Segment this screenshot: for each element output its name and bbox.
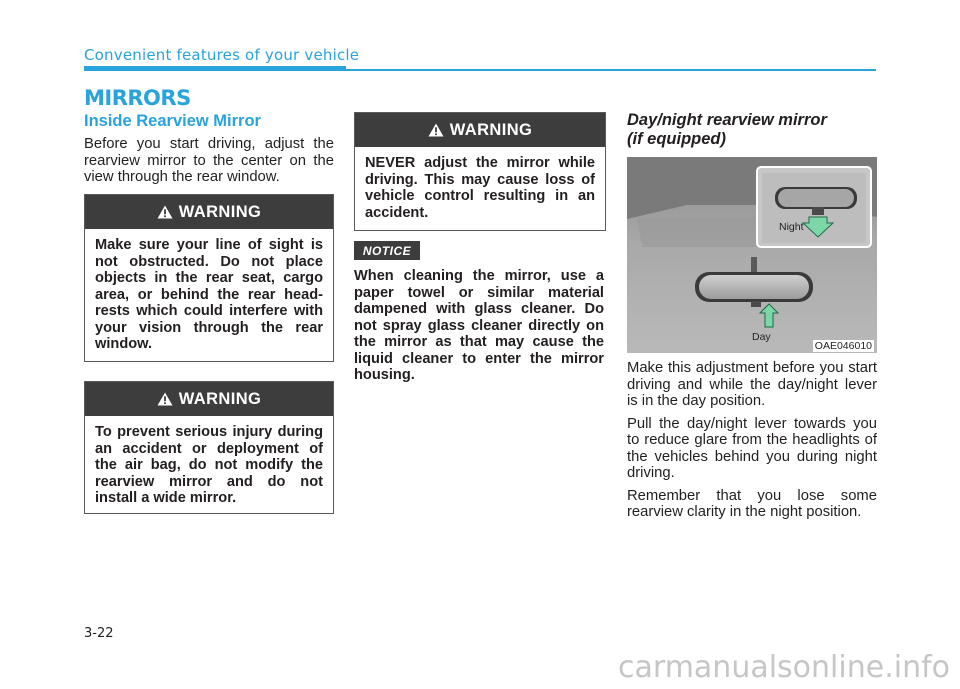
- warning-box-sightline: [84, 194, 334, 362]
- daynight-title: [627, 111, 827, 149]
- figure-code: OAE046010: [814, 340, 872, 352]
- warning-box-airbag: [84, 381, 334, 514]
- warning-label: WARNING: [178, 202, 262, 221]
- warning-header: [85, 195, 333, 229]
- section-title: MIRRORS: [84, 86, 191, 110]
- header-rule-thin: [346, 69, 876, 71]
- warning-label: WARNING: [449, 120, 533, 139]
- watermark: carmanualsonline.info: [618, 650, 950, 685]
- notice-badge: NOTICE: [354, 241, 420, 260]
- warning-text: Make sure your line of sight is not obstructed. Do not place objects in the rear seat, cargo area, or behind the rear head-rests which could interfere with your vision through the rear window.: [95, 237, 323, 352]
- warning-triangle-icon: [428, 123, 444, 137]
- inside-mirror-text: [84, 136, 334, 192]
- warning-header: [355, 113, 605, 147]
- warning-text: NEVER adjust the mirror while driving. This may cause loss of vehicle control resulting in an accident.: [365, 155, 595, 221]
- mirror-illustration: [627, 157, 877, 353]
- notice-text: When cleaning the mirror, use a paper towel or similar material dampened with glass cleaner. Do not spray glass cleaner directly on the mirror as that may cause the liquid cleaner to enter the mirror housing.: [354, 268, 604, 383]
- daynight-text: [627, 360, 877, 527]
- warning-label: WARNING: [178, 389, 262, 408]
- header-rule-thick: [84, 66, 346, 71]
- warning-triangle-icon: [157, 205, 173, 219]
- daynight-paragraph: Pull the day/night lever towards you to reduce glare from the headlights of the vehicles behind you during night driving.: [627, 415, 877, 481]
- warning-box-driving: [354, 112, 606, 231]
- daynight-paragraph: Make this adjustment before you start driving and while the day/night lever is in the day position.: [627, 360, 877, 409]
- warning-text: To prevent serious injury during an accident or deployment of the air bag, do not modify the rearview mirror and do not install a wide mirror.: [95, 424, 323, 506]
- warning-triangle-icon: [157, 392, 173, 406]
- page-number: 3-22: [84, 626, 114, 641]
- day-label: Day: [752, 331, 771, 343]
- daynight-title-line1: Day/night rearview mirror: [627, 111, 827, 129]
- inside-mirror-title: Inside Rearview Mirror: [84, 112, 261, 130]
- daynight-paragraph: Remember that you lose some rearview clarity in the night position.: [627, 487, 877, 520]
- header-title: Convenient features of your vehicle: [84, 46, 360, 64]
- daynight-title-line2: (if equipped): [627, 130, 726, 148]
- night-label: Night: [779, 221, 804, 233]
- warning-header: [85, 382, 333, 416]
- rearview-mirror-figure: [627, 157, 877, 353]
- inside-mirror-paragraph: Before you start driving, adjust the rearview mirror to the center on the view through the rear window.: [84, 136, 334, 185]
